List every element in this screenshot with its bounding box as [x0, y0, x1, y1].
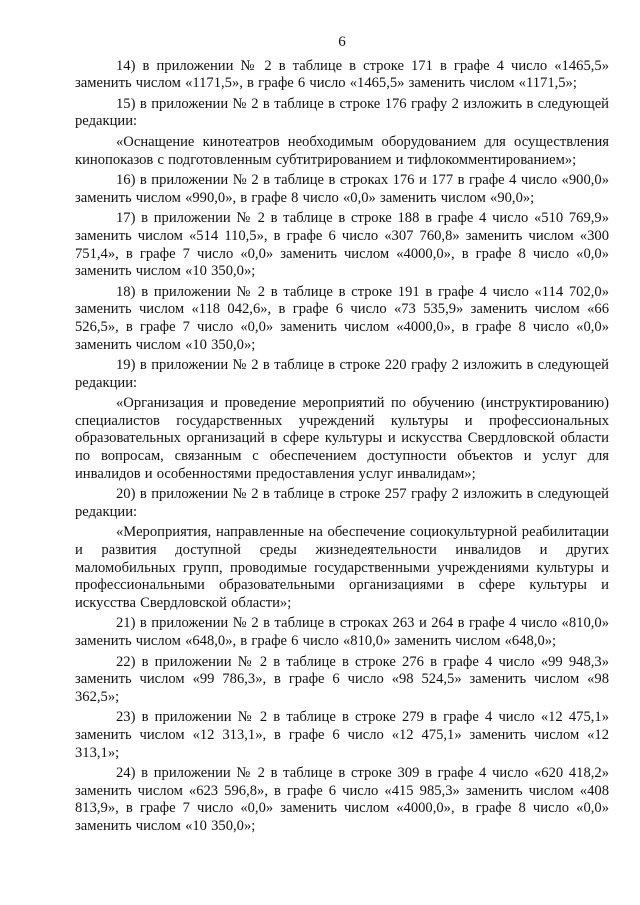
paragraph-quote-15: «Оснащение кинотеатров необходимым оборудованием для осуществления кинопоказов с подготовленным субтитрированием и тифлокомментированием»; — [75, 133, 609, 168]
document-page — [75, 34, 609, 839]
paragraph-item-24: 24) в приложении № 2 в таблице в строке 309 в графе 4 число «620 418,2» заменить числом «623 596,8», в графе 6 число «415 985,3» заменить числом «408 813,9», в графе 7 число «0,0» заменить числом «4000,0», в графе 8 число «0,0» заменить числом «10 350,0»; — [75, 765, 609, 834]
paragraph-item-23: 23) в приложении № 2 в таблице в строке 279 в графе 4 число «12 475,1» заменить числом «12 313,1», в графе 6 число «12 475,1» заменить числом «12 313,1»; — [75, 709, 609, 761]
paragraph-item-16: 16) в приложении № 2 в таблице в строках 176 и 177 в графе 4 число «900,0» заменить числом «990,0», в графе 8 число «0,0» заменить числом «90,0»; — [75, 172, 609, 206]
paragraph-item-21: 21) в приложении № 2 в таблице в строках 263 и 264 в графе 4 число «810,0» заменить числом «648,0», в графе 6 число «810,0» заменить числом «648,0»; — [75, 615, 609, 649]
page-number: 6 — [338, 34, 346, 50]
paragraph-item-17: 17) в приложении № 2 в таблице в строке 188 в графе 4 число «510 769,9» заменить числом «514 110,5», в графе 6 число «307 760,8» заменить числом «300 751,4», в графе 7 число «0,0» заменить числом «4000,0», в графе 8 число «0,0» заменить числом «10 350,0»; — [75, 210, 609, 280]
paragraph-item-15: 15) в приложении № 2 в таблице в строке 176 графу 2 изложить в следующей редакции: — [75, 95, 609, 130]
paragraph-quote-20: «Мероприятия, направленные на обеспечение социокультурной реабилитации и развития доступной среды жизнедеятельности инвалидов и других маломобильных групп, проводимые государственными учреждениями культуры и профессиональными образовательными организациями в сфере культуры и искусства Свердловской области»; — [75, 524, 609, 611]
paragraph-item-18: 18) в приложении № 2 в таблице в строке 191 в графе 4 число «114 702,0» заменить числом «118 042,6», в графе 6 число «73 535,9» заменить числом «66 526,5», в графе 7 число «0,0» заменить числом «4000,0», в графе 8 число «0,0» заменить числом «10 350,0»; — [75, 283, 609, 353]
paragraph-item-14: 14) в приложении № 2 в таблице в строке 171 в графе 4 число «1465,5» заменить числом «1171,5», в графе 6 число «1465,5» заменить числом «1171,5»; — [75, 57, 609, 92]
paragraph-item-19: 19) в приложении № 2 в таблице в строке 220 графу 2 изложить в следующей редакции: — [75, 357, 609, 391]
paragraph-item-20: 20) в приложении № 2 в таблице в строке 257 графу 2 изложить в следующей редакции: — [75, 486, 609, 520]
paragraph-quote-19: «Организация и проведение мероприятий по обучению (инструктированию) специалистов государственных учреждений культуры и профессиональных образовательных организаций в сфере культуры и искусства Свердловской области по вопросам, связанным с обеспечением доступности объектов и услуг для инвалидов и особенностями предоставления услуг инвалидам»; — [75, 395, 609, 482]
paragraph-item-22: 22) в приложении № 2 в таблице в строке 276 в графе 4 число «99 948,3» заменить числом «99 786,3», в графе 6 число «98 524,5» заменить числом «98 362,5»; — [75, 653, 609, 705]
